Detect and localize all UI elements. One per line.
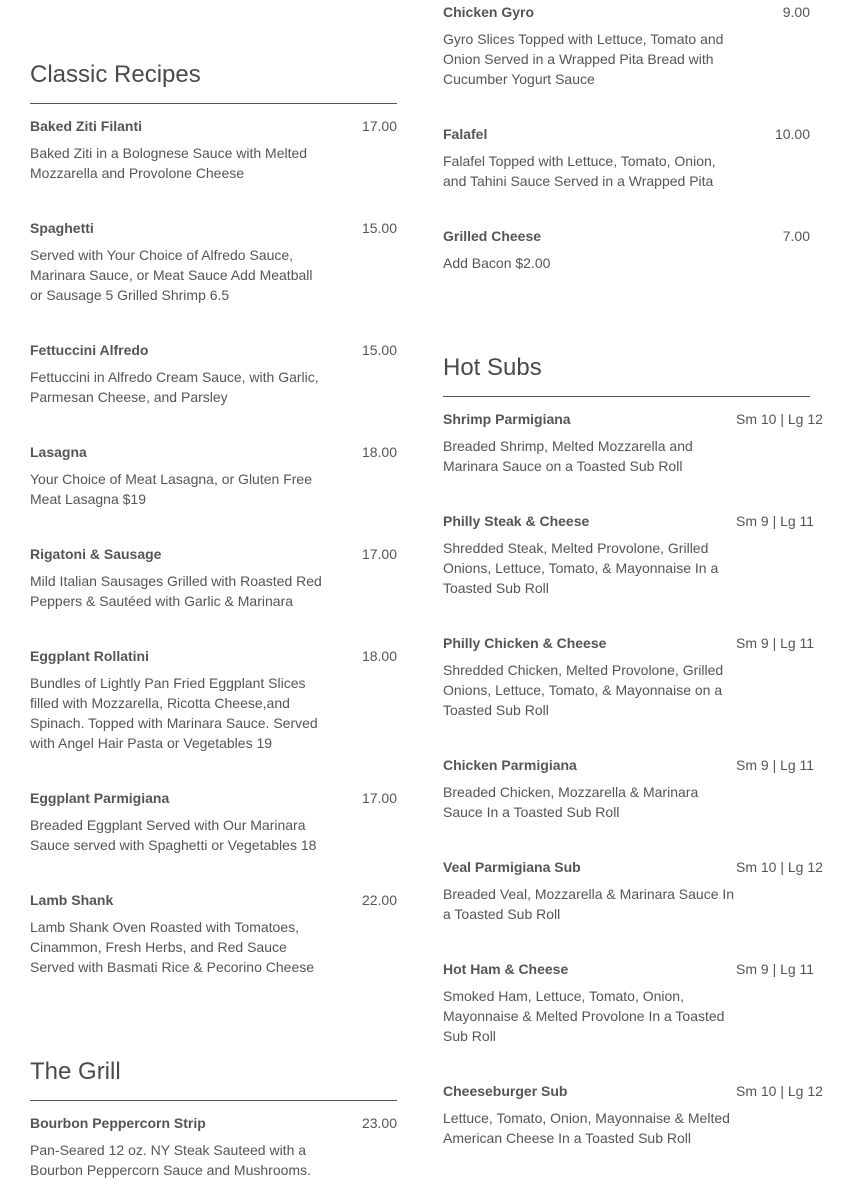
item-name: Philly Chicken & Cheese [443, 635, 607, 651]
item-name: Eggplant Rollatini [30, 648, 149, 664]
item-description: Shredded Steak, Melted Provolone, Grilled Onions, Lettuce, Tomato, & Mayonnaise In a Toasted Sub Roll [443, 540, 719, 596]
item-price: 7.00 [782, 228, 810, 244]
item-description: Breaded Chicken, Mozzarella & Marinara Sauce In a Toasted Sub Roll [443, 784, 699, 820]
item-description: Pan-Seared 12 oz. NY Steak Sauteed with a Bourbon Peppercorn Sauce and Mushrooms. [30, 1142, 311, 1178]
item-description: Fettuccini in Alfredo Cream Sauce, with Garlic, Parmesan Cheese, and Parsley [30, 369, 319, 405]
item-price: Sm 9 | Lg 11 [736, 757, 815, 773]
section-classic-recipes [30, 59, 397, 104]
item-description: Gyro Slices Topped with Lettuce, Tomato and Onion Served in a Wrapped Pita Bread with Cucumber Yogurt Sauce [443, 31, 724, 87]
item-name: Falafel [443, 126, 488, 142]
item-price: Sm 10 | Lg 12 [736, 859, 823, 875]
item-description: Mild Italian Sausages Grilled with Roasted Red Peppers & Sautéed with Garlic & Marinara [30, 573, 322, 609]
item-description: Breaded Eggplant Served with Our Marinara Sauce served with Spaghetti or Vegetables 18 [30, 817, 317, 853]
item-name: Rigatoni & Sausage [30, 546, 162, 562]
item-name: Cheeseburger Sub [443, 1083, 568, 1099]
item-description: Your Choice of Meat Lasagna, or Gluten Free Meat Lasagna $19 [30, 471, 312, 507]
item-price: Sm 9 | Lg 11 [736, 513, 815, 529]
item-description: Bundles of Lightly Pan Fried Eggplant Slices filled with Mozzarella, Ricotta Cheese,and Spinach. Topped with Marinara Sauce. Served with Angel Hair Pasta or Vegetables 19 [30, 675, 318, 751]
item-price: 23.00 [361, 1115, 397, 1131]
item-price: Sm 9 | Lg 11 [736, 635, 815, 651]
item-description: Smoked Ham, Lettuce, Tomato, Onion, Mayonnaise & Melted Provolone In a Toasted Sub Roll [443, 988, 725, 1044]
item-price: 18.00 [361, 444, 397, 460]
item-description: Falafel Topped with Lettuce, Tomato, Onion, and Tahini Sauce Served in a Wrapped Pita [443, 153, 716, 189]
item-price: 17.00 [361, 790, 397, 806]
item-name: Lamb Shank [30, 892, 114, 908]
item-name: Hot Ham & Cheese [443, 961, 569, 977]
item-name: Philly Steak & Cheese [443, 513, 590, 529]
item-price: 22.00 [361, 892, 397, 908]
item-price: 15.00 [361, 342, 397, 358]
item-price: Sm 9 | Lg 11 [736, 961, 815, 977]
item-description: Breaded Shrimp, Melted Mozzarella and Marinara Sauce on a Toasted Sub Roll [443, 438, 693, 474]
item-description: Lettuce, Tomato, Onion, Mayonnaise & Melted American Cheese In a Toasted Sub Roll [443, 1110, 730, 1146]
item-description: Baked Ziti in a Bolognese Sauce with Melted Mozzarella and Provolone Cheese [30, 145, 308, 181]
item-name: Grilled Cheese [443, 228, 542, 244]
item-description: Add Bacon $2.00 [443, 255, 551, 271]
item-price: 15.00 [361, 220, 397, 236]
item-name: Bourbon Peppercorn Strip [30, 1115, 206, 1131]
item-price: 18.00 [361, 648, 397, 664]
item-name: Shrimp Parmigiana [443, 411, 571, 427]
item-name: Baked Ziti Filanti [30, 118, 143, 134]
item-description: Served with Your Choice of Alfredo Sauce, Marinara Sauce, or Meat Sauce Add Meatball or Sausage 5 Grilled Shrimp 6.5 [30, 247, 313, 303]
section-the-grill [30, 1056, 397, 1101]
item-name: Chicken Gyro [443, 4, 535, 20]
item-name: Eggplant Parmigiana [30, 790, 170, 806]
item-name: Veal Parmigiana Sub [443, 859, 581, 875]
item-name: Lasagna [30, 444, 87, 460]
item-price: 17.00 [361, 546, 397, 562]
section-divider [30, 103, 397, 104]
item-name: Fettuccini Alfredo [30, 342, 149, 358]
item-price: 9.00 [782, 4, 810, 20]
item-description: Shredded Chicken, Melted Provolone, Grilled Onions, Lettuce, Tomato, & Mayonnaise on a Toasted Sub Roll [443, 662, 724, 718]
section-hot-subs [443, 352, 810, 397]
item-description: Lamb Shank Oven Roasted with Tomatoes, Cinammon, Fresh Herbs, and Red Sauce Served with Basmati Rice & Pecorino Cheese [30, 919, 315, 975]
section-title: The Grill [30, 1058, 121, 1085]
item-price: Sm 10 | Lg 12 [736, 411, 823, 427]
section-title: Hot Subs [443, 354, 542, 381]
section-divider [443, 396, 810, 397]
item-name: Chicken Parmigiana [443, 757, 577, 773]
item-price: 10.00 [774, 126, 810, 142]
item-name: Spaghetti [30, 220, 94, 236]
item-description: Breaded Veal, Mozzarella & Marinara Sauce In a Toasted Sub Roll [443, 886, 735, 922]
section-divider [30, 1100, 397, 1101]
item-price: 17.00 [361, 118, 397, 134]
item-price: Sm 10 | Lg 12 [736, 1083, 823, 1099]
section-title: Classic Recipes [30, 61, 201, 88]
